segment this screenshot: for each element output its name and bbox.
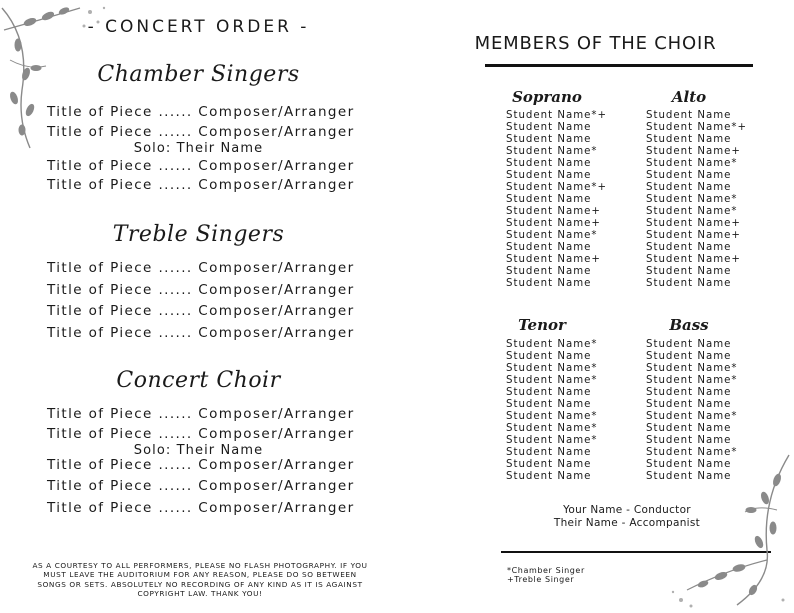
soprano-roster <box>506 110 607 290</box>
student-name: Student Name* <box>646 375 738 386</box>
members-title: MEMBERS OF THE CHOIR <box>474 33 717 54</box>
student-name: Student Name* <box>646 194 738 205</box>
student-name: Student Name* <box>506 423 598 434</box>
student-name: Student Name <box>506 387 592 398</box>
student-name: Student Name <box>646 435 732 446</box>
student-name: Student Name*+ <box>646 122 748 133</box>
student-name: Student Name* <box>506 339 598 350</box>
concert-choir-heading: Concert Choir <box>116 368 281 393</box>
student-name: Student Name <box>506 134 592 145</box>
student-name: Student Name <box>646 471 732 482</box>
student-name: Student Name <box>506 471 592 482</box>
student-name: Student Name* <box>506 435 598 446</box>
accompanist-credit: Their Name - Accompanist <box>553 517 701 529</box>
student-name: Student Name* <box>506 375 598 386</box>
student-name: Student Name* <box>506 230 598 241</box>
student-name: Student Name <box>506 266 592 277</box>
student-name: Student Name <box>646 134 732 145</box>
student-name: Student Name+ <box>646 254 741 265</box>
student-name: Student Name <box>506 194 592 205</box>
student-name: Student Name* <box>506 411 598 422</box>
treble-singer-footnote: +Treble Singer <box>507 575 575 584</box>
botanical-branch-icon <box>667 450 792 610</box>
student-name: Student Name* <box>506 363 598 374</box>
student-name: Student Name* <box>506 146 598 157</box>
student-name: Student Name <box>646 110 732 121</box>
bass-heading: Bass <box>669 316 709 334</box>
solo-credit: Solo: Their Name <box>133 443 264 458</box>
student-name: Student Name*+ <box>506 182 608 193</box>
tenor-heading: Tenor <box>518 316 566 334</box>
program-line: Title of Piece ...... Composer/Arranger <box>47 158 355 174</box>
student-name: Student Name+ <box>506 254 601 265</box>
student-name: Student Name* <box>646 363 738 374</box>
student-name: Student Name+ <box>646 146 741 157</box>
student-name: Student Name <box>646 242 732 253</box>
audience-notice: AS A COURTESY TO ALL PERFORMERS, PLEASE NO FLASH PHOTOGRAPHY. IF YOU MUST LEAVE THE AUDITORIUM FOR ANY REASON, PLEASE DO SO BETWEEN SONGS OR SETS. ABSOLUTELY NO RECORDING OF ANY KIND AS IT IS AGAINST COPYRIGHT LAW. THANK YOU! <box>32 561 368 599</box>
divider <box>485 64 753 67</box>
student-name: Student Name <box>646 170 732 181</box>
student-name: Student Name <box>506 459 592 470</box>
student-name: Student Name* <box>646 411 738 422</box>
student-name: Student Name <box>646 351 732 362</box>
treble-singers-heading: Treble Singers <box>112 222 285 247</box>
student-name: Student Name <box>506 351 592 362</box>
conductor-credit: Your Name - Conductor <box>563 504 691 516</box>
student-name: Student Name <box>646 182 732 193</box>
alto-heading: Alto <box>671 88 707 106</box>
student-name: Student Name+ <box>506 206 601 217</box>
student-name: Student Name* <box>646 158 738 169</box>
alto-roster <box>646 110 747 290</box>
program-line: Title of Piece ...... Composer/Arranger <box>47 282 355 298</box>
student-name: Student Name <box>646 339 732 350</box>
chamber-singers-heading: Chamber Singers <box>97 62 300 87</box>
student-name: Student Name <box>506 242 592 253</box>
student-name: Student Name* <box>646 206 738 217</box>
student-name: Student Name <box>506 122 592 133</box>
footnotes <box>507 566 585 584</box>
student-name: Student Name <box>646 459 732 470</box>
student-name: Student Name <box>646 423 732 434</box>
student-name: Student Name <box>646 399 732 410</box>
student-name: Student Name <box>506 399 592 410</box>
student-name: Student Name <box>646 278 732 289</box>
program-line: Title of Piece ...... Composer/Arranger <box>47 406 355 422</box>
student-name: Student Name <box>646 387 732 398</box>
student-name: Student Name <box>506 170 592 181</box>
program-line: Title of Piece ...... Composer/Arranger <box>47 478 355 494</box>
program-line: Title of Piece ...... Composer/Arranger <box>47 104 355 120</box>
student-name: Student Name*+ <box>506 110 608 121</box>
student-name: Student Name* <box>646 447 738 458</box>
program-line: Title of Piece ...... Composer/Arranger <box>47 260 355 276</box>
program-line: Title of Piece ...... Composer/Arranger <box>47 457 355 473</box>
student-name: Student Name+ <box>506 218 601 229</box>
concert-order-title: - CONCERT ORDER - <box>87 17 310 37</box>
student-name: Student Name <box>506 278 592 289</box>
program-line: Title of Piece ...... Composer/Arranger <box>47 325 355 341</box>
student-name: Student Name <box>506 447 592 458</box>
members-page <box>397 0 794 613</box>
program-line: Title of Piece ...... Composer/Arranger <box>47 124 355 140</box>
solo-credit: Solo: Their Name <box>133 141 264 156</box>
program-line: Title of Piece ...... Composer/Arranger <box>47 303 355 319</box>
program-line: Title of Piece ...... Composer/Arranger <box>47 426 355 442</box>
chamber-singer-footnote: *Chamber Singer <box>507 566 585 575</box>
student-name: Student Name <box>646 266 732 277</box>
soprano-heading: Soprano <box>512 88 582 106</box>
student-name: Student Name+ <box>646 218 741 229</box>
program-line: Title of Piece ...... Composer/Arranger <box>47 500 355 516</box>
program-line: Title of Piece ...... Composer/Arranger <box>47 177 355 193</box>
tenor-roster <box>506 339 598 483</box>
student-name: Student Name+ <box>646 230 741 241</box>
student-name: Student Name <box>506 158 592 169</box>
